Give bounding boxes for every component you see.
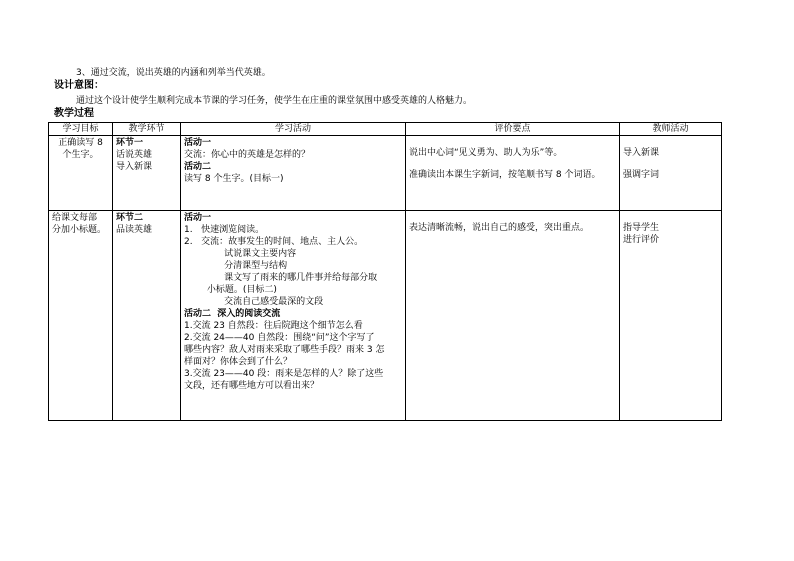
row2-step-title: 环节二 — [116, 213, 144, 223]
row2-activity-line: 交流自己感受最深的文段 — [184, 297, 324, 307]
header-teaching-step: 教学环节 — [113, 123, 181, 136]
row2-activity-title: 活动二 深入的阅读交流 — [184, 309, 281, 319]
row2-activity-line: 分清课型与结构 — [184, 261, 288, 271]
row1-step-line: 导入新课 — [116, 162, 153, 172]
row1-eval-cell — [406, 136, 620, 211]
row2-activity-line: 1. 快速浏览阅读。 — [184, 225, 265, 235]
row2-activity-title: 活动一 — [184, 213, 212, 223]
row2-goal-line: 给课文每部 — [52, 213, 98, 223]
row1-teacher-line: 强调字词 — [623, 170, 660, 180]
row2-activity-cell — [181, 211, 406, 421]
table-header-row — [49, 123, 722, 136]
row2-activity-line: 1.交流 23 自然段：往后院跑这个细节怎么看 — [184, 321, 363, 331]
header-learning-activity: 学习活动 — [181, 123, 406, 136]
row2-activity-line: 试说课文主要内容 — [184, 249, 297, 259]
row2-goal-cell — [49, 211, 113, 421]
row1-activity-line: 读写 8 个生字。(目标一) — [184, 174, 284, 184]
row2-activity-line: 3.交流 23——40 段：雨来是怎样的人？除了这些 — [184, 369, 384, 379]
row2-activity-line: 文段，还有哪些地方可以看出来？ — [184, 381, 320, 391]
row1-goal-line: 正确读写 8 — [58, 138, 103, 148]
table-row — [49, 211, 722, 421]
design-intent-text: 通过这个设计使学生顺利完成本节课的学习任务，使学生在庄重的课堂氛围中感受英雄的人格魅力。 — [76, 96, 473, 106]
header-teacher-activity: 教师活动 — [620, 123, 722, 136]
row1-eval-line: 准确读出本课生字新词，按笔顺书写 8 个词语。 — [409, 170, 601, 180]
row2-activity-line: 小标题。(目标二) — [184, 285, 277, 295]
header-learning-goal: 学习目标 — [49, 123, 113, 136]
row1-goal-cell — [49, 136, 113, 211]
row2-step-cell — [113, 211, 181, 421]
row2-activity-line: 样面对？你体会到了什么？ — [184, 357, 293, 367]
row2-eval-line: 表达清晰流畅，说出自己的感受，突出重点。 — [409, 223, 590, 233]
row2-goal-line: 分加小标题。 — [52, 225, 107, 235]
row2-teacher-cell — [620, 211, 722, 421]
objective-item-3: 3、通过交流，说出英雄的内涵和列举当代英雄。 — [76, 68, 271, 78]
row2-teacher-line: 指导学生 — [623, 223, 660, 233]
teaching-process-heading: 教学过程 — [54, 108, 94, 119]
row1-step-line: 话说英雄 — [116, 150, 153, 160]
row2-step-line: 品读英雄 — [116, 225, 153, 235]
row1-eval-line: 说出中心词“见义勇为、助人为乐”等。 — [409, 148, 563, 158]
row1-activity-line: 交流：你心中的英雄是怎样的？ — [184, 150, 311, 160]
header-evaluation-points: 评价要点 — [406, 123, 620, 136]
row1-activity-title: 活动二 — [184, 162, 212, 172]
row1-step-title: 环节一 — [116, 138, 144, 148]
row2-activity-line: 2.交流 24——40 自然段：围绕“问”这个字写了 — [184, 333, 375, 343]
teaching-process-table — [48, 122, 722, 421]
row1-teacher-cell — [620, 136, 722, 211]
design-intent-heading: 设计意图： — [54, 80, 104, 91]
row2-teacher-line: 进行评价 — [623, 235, 660, 245]
row1-activity-cell — [181, 136, 406, 211]
row2-activity-line: 课文写了雨来的哪几件事并给每部分取 — [184, 273, 378, 283]
row2-eval-cell — [406, 211, 620, 421]
row1-activity-title: 活动一 — [184, 138, 212, 148]
row2-activity-line: 2. 交流：故事发生的时间、地点、主人公。 — [184, 237, 364, 247]
row1-teacher-line: 导入新课 — [623, 148, 660, 158]
table-row — [49, 136, 722, 211]
row2-activity-line: 哪些内容？敌人对雨来采取了哪些手段？雨来 3 怎 — [184, 345, 385, 355]
row1-goal-line: 个生字。 — [62, 150, 99, 160]
row1-step-cell — [113, 136, 181, 211]
